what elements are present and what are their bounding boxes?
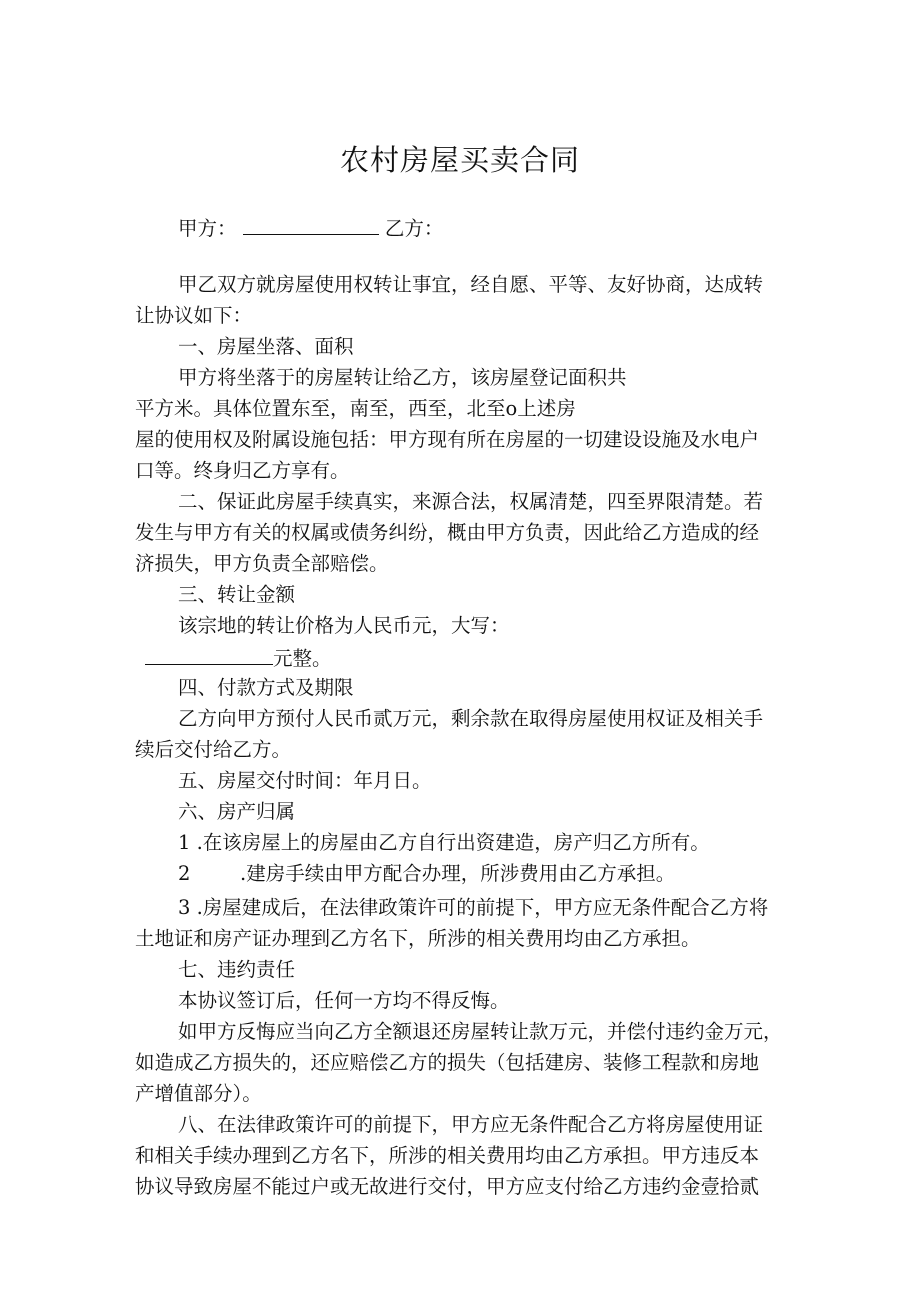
section-heading: 八、在法律政策许可的前提下，甲方应无条件配合乙方将房屋使用证 xyxy=(178,1113,764,1136)
party-a-blank[interactable] xyxy=(243,212,379,235)
paragraph-line: 屋的使用权及附属设施包括：甲方现有所在房屋的一切建设设施及水电户 xyxy=(135,428,760,451)
paragraph-line: 本协议签订后，任何一方均不得反悔。 xyxy=(178,989,510,1012)
paragraph-line: 如造成乙方损失的，还应赔偿乙方的损失（包括建房、装修工程款和房地 xyxy=(135,1051,760,1074)
list-item: 2 .建房手续由甲方配合办理，所涉费用由乙方承担。 xyxy=(178,862,676,885)
paragraph-line: 甲方将坐落于的房屋转让给乙方，该房屋登记面积共 xyxy=(178,366,627,389)
section-heading: 五、房屋交付时间：年月日。 xyxy=(178,769,432,792)
parties-line xyxy=(178,212,443,244)
amount-suffix: 元整。 xyxy=(273,647,332,670)
section-heading: 三、转让金额 xyxy=(178,583,296,606)
paragraph-line: 该宗地的转让价格为人民币元，大写： xyxy=(178,614,510,637)
section-heading: 二、保证此房屋手续真实，来源合法，权属清楚，四至界限清楚。若 xyxy=(178,490,764,513)
document-title: 农村房屋买卖合同 xyxy=(339,143,580,177)
paragraph-line: 协议导致房屋不能过户或无故进行交付，甲方应支付给乙方违约金壹拾贰 xyxy=(135,1175,760,1198)
paragraph-line: 让协议如下： xyxy=(135,304,253,327)
section-heading: 四、付款方式及期限 xyxy=(178,676,354,699)
paragraph-line: 续后交付给乙方。 xyxy=(135,738,292,761)
paragraph-line: 口等。终身归乙方享有。 xyxy=(135,459,350,482)
amount-line xyxy=(145,642,332,674)
paragraph-line: 平方米。具体位置东至，南至，西至，北至o上述房 xyxy=(135,397,576,420)
paragraph-line: 乙方向甲方预付人民币贰万元，剩余款在取得房屋使用权证及相关手 xyxy=(178,707,764,730)
section-heading: 六、房产归属 xyxy=(178,800,296,823)
list-item: 1 .在该房屋上的房屋由乙方自行出资建造，房产归乙方所有。 xyxy=(178,831,710,854)
party-b-label: 乙方： xyxy=(384,217,444,240)
paragraph-line: 和相关手续办理到乙方名下，所涉的相关费用均由乙方承担。甲方违反本 xyxy=(135,1144,760,1167)
paragraph-line: 如甲方反悔应当向乙方全额退还房屋转让款万元，并偿付违约金万元， xyxy=(178,1020,783,1043)
section-heading: 一、房屋坐落、面积 xyxy=(178,335,354,358)
party-a-label: 甲方： xyxy=(178,217,237,240)
section-heading: 七、违约责任 xyxy=(178,958,296,981)
list-item: 3 .房屋建成后，在法律政策许可的前提下，甲方应无条件配合乙方将 xyxy=(178,896,769,919)
paragraph-line: 甲乙双方就房屋使用权转让事宜，经自愿、平等、友好协商，达成转 xyxy=(178,273,764,296)
amount-blank[interactable] xyxy=(145,642,273,665)
paragraph-line: 土地证和房产证办理到乙方名下，所涉的相关费用均由乙方承担。 xyxy=(135,927,701,950)
paragraph-line: 产增值部分）。 xyxy=(135,1082,262,1105)
paragraph-line: 发生与甲方有关的权属或债务纠纷，概由甲方负责，因此给乙方造成的经 xyxy=(135,521,760,544)
paragraph-line: 济损失，甲方负责全部赔偿。 xyxy=(135,552,389,575)
